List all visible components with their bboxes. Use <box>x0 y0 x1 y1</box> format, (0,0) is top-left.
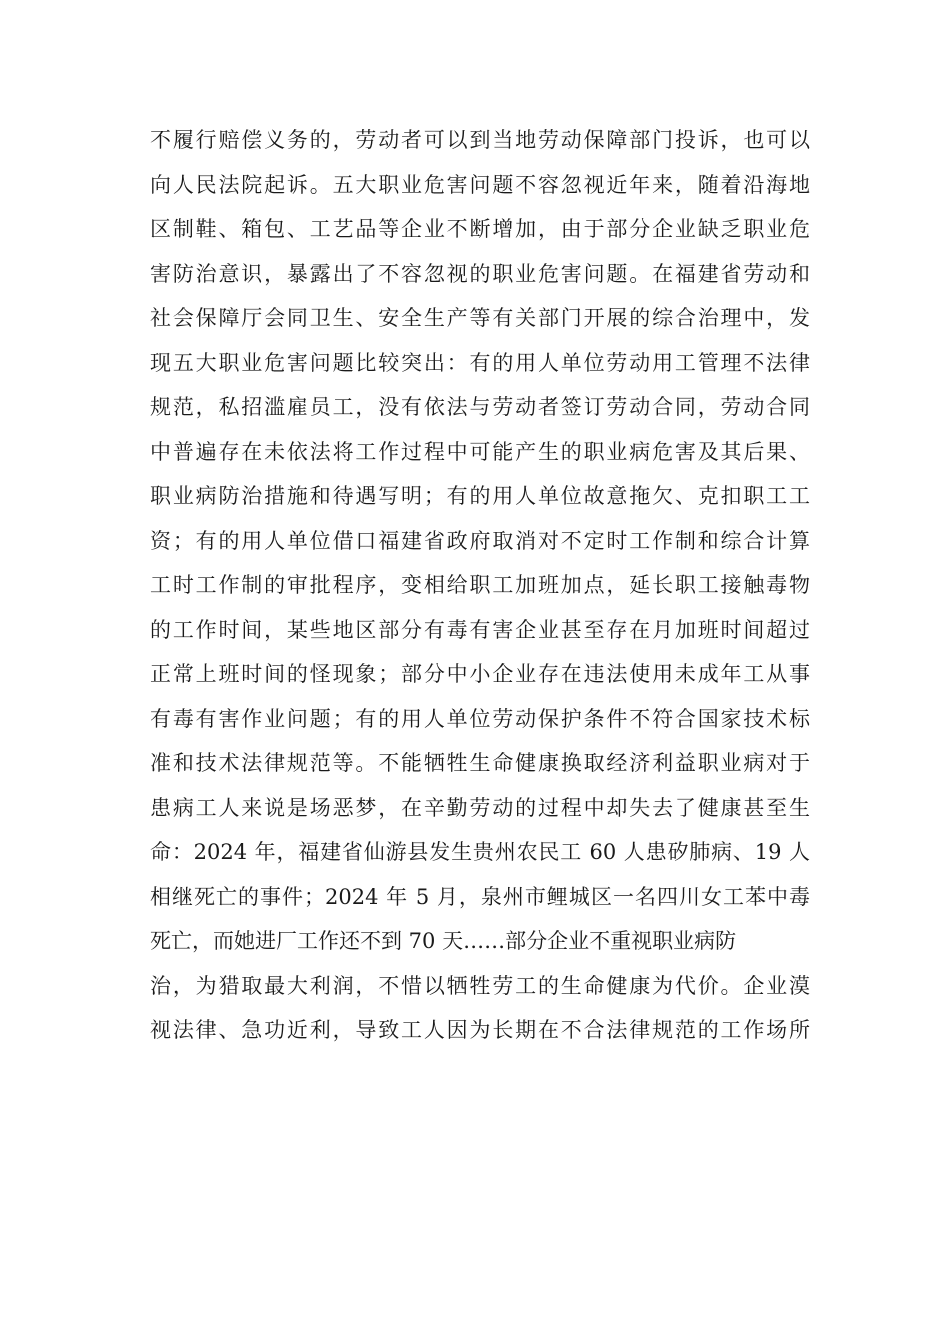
text-line-16: 患病工人来说是场恶梦，在辛勤劳动的过程中却失去了健康甚至生 <box>150 795 810 820</box>
text-line-18: 相继死亡的事件；2024 年 5 月，泉州市鲤城区一名四川女工苯中毒 <box>150 884 810 909</box>
body-text <box>150 118 810 1053</box>
text-line-21: 视法律、急功近利，导致工人因为长期在不合法律规范的工作场所 <box>150 1018 810 1042</box>
text-line-4: 害防治意识，暴露出了不容忽视的职业危害问题。在福建省劳动和 <box>150 261 810 286</box>
text-line-7: 规范，私招滥雇员工，没有依法与劳动者签订劳动合同，劳动合同 <box>150 395 810 419</box>
text-line-9: 职业病防治措施和待遇写明；有的用人单位故意拖欠、克扣职工工 <box>150 484 810 508</box>
text-line-11: 工时工作制的审批程序，变相给职工加班加点，延长职工接触毒物 <box>150 573 810 597</box>
text-line-5: 社会保障厅会同卫生、安全生产等有关部门开展的综合治理中，发 <box>150 306 810 330</box>
text-line-15: 准和技术法律规范等。不能牺牲生命健康换取经济利益职业病对于 <box>150 751 810 775</box>
text-line-3: 区制鞋、箱包、工艺品等企业不断增加，由于部分企业缺乏职业危 <box>150 217 810 241</box>
text-line-13: 正常上班时间的怪现象；部分中小企业存在违法使用未成年工从事 <box>150 662 810 686</box>
text-line-20: 治，为猎取最大利润，不惜以牺牲劳工的生命健康为代价。企业漠 <box>150 973 810 998</box>
text-line-8: 中普遍存在未依法将工作过程中可能产生的职业病危害及其后果、 <box>150 439 810 464</box>
text-line-12: 的工作时间，某些地区部分有毒有害企业甚至存在月加班时间超过 <box>150 617 810 642</box>
text-line-1: 不履行赔偿义务的，劳动者可以到当地劳动保障部门投诉，也可以 <box>150 128 810 152</box>
text-line-2: 向人民法院起诉。五大职业危害问题不容忽视近年来，随着沿海地 <box>150 172 810 197</box>
text-line-6: 现五大职业危害问题比较突出：有的用人单位劳动用工管理不法律 <box>150 350 810 375</box>
text-line-19: 死亡，而她进厂工作还不到 70 天……部分企业不重视职业病防 <box>150 929 737 953</box>
text-line-10: 资；有的用人单位借口福建省政府取消对不定时工作制和综合计算 <box>150 528 810 553</box>
text-line-14: 有毒有害作业问题；有的用人单位劳动保护条件不符合国家技术标 <box>150 706 810 731</box>
text-line-17: 命：2024 年，福建省仙游县发生贵州农民工 60 人患矽肺病、19 人 <box>150 840 810 864</box>
